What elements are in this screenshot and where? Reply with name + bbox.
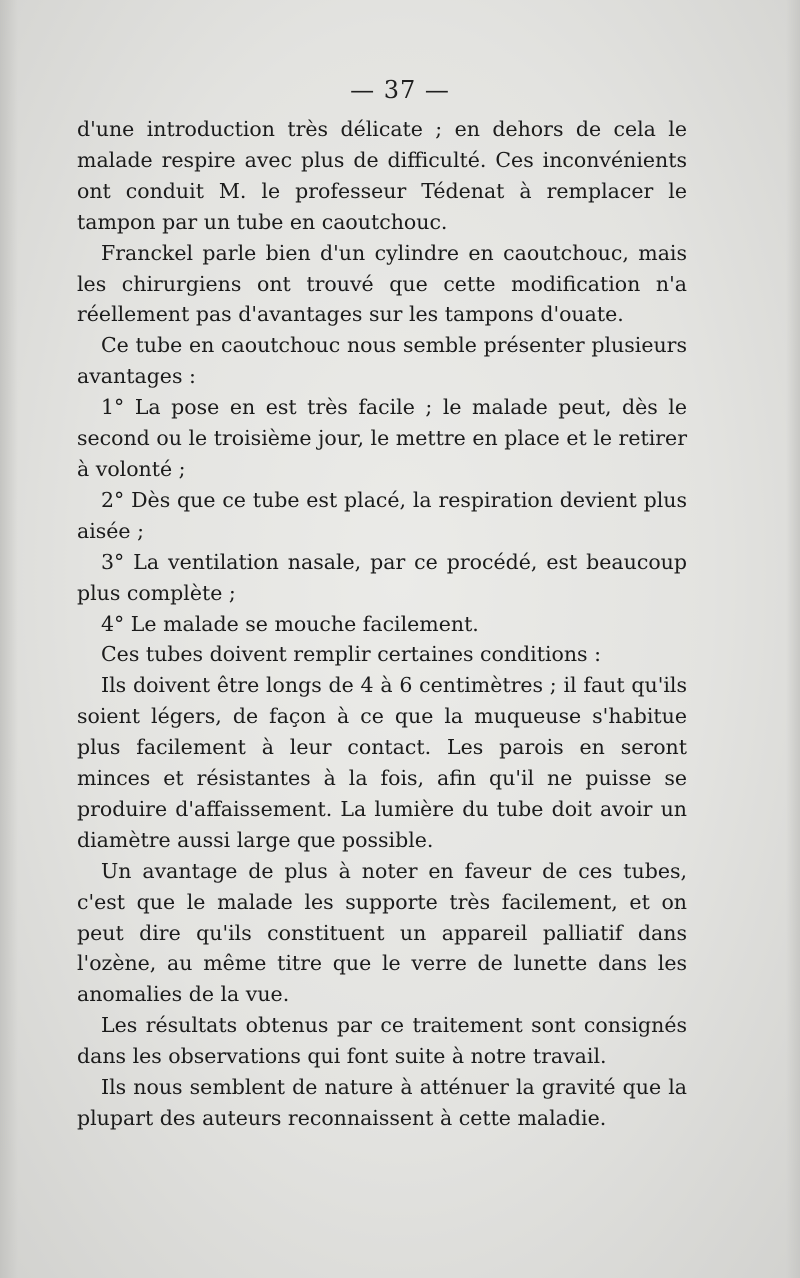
paragraph-advantage-1: 1° La pose en est très facile ; le malade peut, dès le second ou le troisième jour, le mettre en place et le retirer à volonté ; bbox=[77, 395, 687, 481]
page-shadow-right bbox=[786, 0, 800, 1278]
paragraph-advantages-intro: Ce tube en caoutchouc nous semble présenter plusieurs avantages : bbox=[77, 333, 687, 389]
page-number: — 37 — bbox=[350, 76, 450, 104]
paragraph-advantage-4: 4° Le malade se mouche facilement. bbox=[101, 611, 479, 636]
paragraph-conclusion: Ils nous semblent de nature à atténuer la gravité que la plupart des auteurs reconnaissent à cette maladie. bbox=[77, 1075, 687, 1130]
paragraph-conditions: Ils doivent être longs de 4 à 6 centimètres ; il faut qu'ils soient légers, de façon à ce que la muqueuse s'habitue plus facilement à leur contact. Les parois en seront minces et résistantes à la fois, afin qu'il ne puisse se produire d'affaissement. La lumière du tube doit avoir un diamètre aussi large que possible. bbox=[77, 673, 687, 852]
paragraph-advantage-3: 3° La ventilation nasale, par ce procédé, est beaucoup plus complète ; bbox=[77, 549, 687, 605]
paragraph-conditions-intro: Ces tubes doivent remplir certaines conditions : bbox=[101, 642, 601, 667]
paragraph-continuation: d'une introduction très délicate ; en dehors de cela le malade respire avec plus de difficulté. Ces inconvénients ont conduit M. le professeur Tédenat à remplacer le tampon par un tube en caoutchouc. bbox=[77, 117, 687, 234]
paragraph-palliative: Un avantage de plus à noter en faveur de ces tubes, c'est que le malade les supporte très facilement, et on peut dire qu'ils constituent un appareil palliatif dans l'ozène, au même titre que le verre de lunette dans les anomalies de la vue. bbox=[77, 858, 687, 1007]
paragraph-results: Les résultats obtenus par ce traitement sont consignés dans les observations qui font suite à notre travail. bbox=[77, 1013, 687, 1069]
paragraph-franckel: Franckel parle bien d'un cylindre en caoutchouc, mais les chirurgiens ont trouvé que cette modification n'a réellement pas d'avantages sur les tampons d'ouate. bbox=[77, 240, 687, 327]
paragraph-advantage-2: 2° Dès que ce tube est placé, la respiration devient plus aisée ; bbox=[77, 487, 687, 543]
body-text bbox=[77, 114, 687, 1134]
page-shadow-left bbox=[0, 0, 18, 1278]
